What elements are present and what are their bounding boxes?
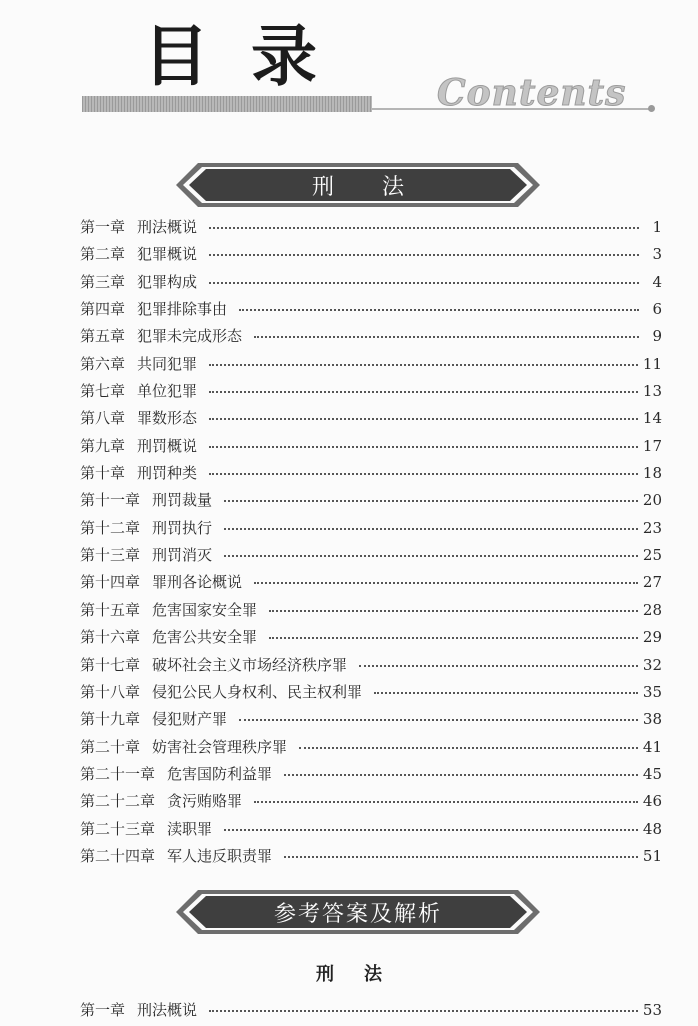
dot-leader <box>209 281 639 284</box>
answers-subheading: 刑法 <box>316 964 412 985</box>
chapter-number: 第一章 <box>80 218 126 236</box>
toc-list-criminal-law <box>80 216 662 872</box>
chapter-title: 妨害社会管理秩序罪 <box>152 737 288 756</box>
dot-leader <box>284 773 638 776</box>
dot-leader <box>209 1009 638 1012</box>
contents-subtitle: Contents <box>437 72 627 114</box>
chapter-title: 危害国家安全罪 <box>152 600 258 619</box>
toc-entry[interactable] <box>80 462 662 489</box>
page-number: 48 <box>642 819 662 838</box>
chapter-title: 刑罚概说 <box>137 436 198 455</box>
chapter-title: 刑罚种类 <box>137 464 198 483</box>
page-number: 29 <box>642 628 662 647</box>
toc-entry[interactable] <box>80 544 662 571</box>
toc-entry[interactable] <box>80 708 662 735</box>
toc-entry[interactable] <box>80 243 662 270</box>
page-number: 18 <box>642 464 662 483</box>
chapter-number: 第十二章 <box>80 518 141 537</box>
toc-entry[interactable] <box>80 736 662 763</box>
dot-leader <box>359 664 638 667</box>
chapter-title: 破坏社会主义市场经济秩序罪 <box>152 655 348 674</box>
page-number: 20 <box>642 491 662 510</box>
chapter-title: 单位犯罪 <box>137 382 198 401</box>
toc-entry[interactable] <box>80 999 662 1026</box>
dot-leader <box>209 417 638 420</box>
chapter-title: 渎职罪 <box>167 819 213 838</box>
chapter-title: 刑法概说 <box>137 1001 198 1019</box>
page-number: 28 <box>642 600 662 619</box>
toc-entry[interactable] <box>80 298 662 325</box>
banner-label: 刑法 <box>311 174 452 200</box>
dot-leader <box>239 718 638 721</box>
chapter-number: 第二十四章 <box>80 846 156 865</box>
toc-entry[interactable] <box>80 407 662 434</box>
chapter-title: 犯罪构成 <box>137 272 198 291</box>
chapter-title: 刑罚裁量 <box>152 491 213 510</box>
chapter-number: 第九章 <box>80 436 126 455</box>
dot-leader <box>254 800 638 803</box>
chapter-number: 第十七章 <box>80 655 141 674</box>
page-number: 11 <box>642 354 662 373</box>
chapter-title: 贪污贿赂罪 <box>167 792 243 811</box>
chapter-number: 第二章 <box>80 245 126 264</box>
chapter-title: 侵犯财产罪 <box>152 710 228 729</box>
dot-leader <box>269 609 638 612</box>
toc-entry[interactable] <box>80 599 662 626</box>
page-number: 32 <box>642 655 662 674</box>
chapter-number: 第一章 <box>80 1001 126 1019</box>
chapter-title: 军人违反职责罪 <box>167 846 273 865</box>
page-number: 13 <box>642 382 662 401</box>
section-banner-criminal-law <box>176 163 540 207</box>
title-dot <box>648 105 655 112</box>
chapter-title: 刑法概说 <box>137 218 198 236</box>
page-number: 6 <box>652 300 662 319</box>
page-number: 51 <box>642 846 662 865</box>
chapter-number: 第十八章 <box>80 682 141 701</box>
page-number: 27 <box>642 573 662 592</box>
page-number: 23 <box>642 518 662 537</box>
page-number: 17 <box>642 436 662 455</box>
dot-leader <box>209 253 639 256</box>
page-number: 41 <box>642 737 662 756</box>
page-number: 1 <box>652 218 662 236</box>
toc-entry[interactable] <box>80 571 662 598</box>
dot-leader <box>209 363 638 366</box>
section-banner-answers <box>176 890 540 934</box>
page-number: 35 <box>642 682 662 701</box>
dot-leader <box>209 445 638 448</box>
chapter-number: 第二十三章 <box>80 819 156 838</box>
toc-entry[interactable] <box>80 271 662 298</box>
toc-entry[interactable] <box>80 654 662 681</box>
page-number: 53 <box>642 1001 662 1019</box>
chapter-number: 第四章 <box>80 300 126 319</box>
chapter-number: 第六章 <box>80 354 126 373</box>
chapter-title: 犯罪排除事由 <box>137 300 228 319</box>
dot-leader <box>374 691 638 694</box>
page-number: 3 <box>652 245 662 264</box>
toc-list-answers <box>80 999 662 1026</box>
page-number: 25 <box>642 546 662 565</box>
dot-leader <box>299 746 638 749</box>
chapter-number: 第三章 <box>80 272 126 291</box>
chapter-number: 第二十章 <box>80 737 141 756</box>
dot-leader <box>209 472 638 475</box>
toc-entry[interactable] <box>80 435 662 462</box>
chapter-title: 刑罚消灭 <box>152 546 213 565</box>
chapter-title: 罪刑各论概说 <box>152 573 243 592</box>
page-number: 4 <box>652 272 662 291</box>
dot-leader <box>284 855 638 858</box>
chapter-number: 第十章 <box>80 464 126 483</box>
chapter-title: 犯罪概说 <box>137 245 198 264</box>
page-title: 目录 <box>143 18 359 95</box>
chapter-title: 危害国防利益罪 <box>167 764 273 783</box>
chapter-number: 第十一章 <box>80 491 141 510</box>
chapter-title: 侵犯公民人身权利、民主权利罪 <box>152 682 363 701</box>
toc-entry[interactable] <box>80 681 662 708</box>
toc-entry[interactable] <box>80 489 662 516</box>
page-number: 38 <box>642 710 662 729</box>
toc-entry[interactable] <box>80 216 662 243</box>
chapter-title: 罪数形态 <box>137 409 198 428</box>
chapter-number: 第十九章 <box>80 710 141 729</box>
page-number: 45 <box>642 764 662 783</box>
chapter-number: 第八章 <box>80 409 126 428</box>
dot-leader <box>254 581 638 584</box>
page-number: 46 <box>642 792 662 811</box>
chapter-number: 第十五章 <box>80 600 141 619</box>
dot-leader <box>209 226 639 229</box>
page-number: 14 <box>642 409 662 428</box>
chapter-title: 犯罪未完成形态 <box>137 327 243 346</box>
chapter-number: 第十六章 <box>80 628 141 647</box>
dot-leader <box>239 308 639 311</box>
chapter-number: 第十三章 <box>80 546 141 565</box>
dot-leader <box>224 499 638 502</box>
chapter-number: 第二十二章 <box>80 792 156 811</box>
toc-entry[interactable] <box>80 818 662 845</box>
toc-entry[interactable] <box>80 517 662 544</box>
toc-entry[interactable] <box>80 845 662 872</box>
chapter-number: 第五章 <box>80 327 126 346</box>
toc-entry[interactable] <box>80 353 662 380</box>
dot-leader <box>254 335 639 338</box>
dot-leader <box>224 527 638 530</box>
chapter-title: 刑罚执行 <box>152 518 213 537</box>
chapter-title: 危害公共安全罪 <box>152 628 258 647</box>
toc-entry[interactable] <box>80 325 662 352</box>
toc-entry[interactable] <box>80 763 662 790</box>
banner-label: 参考答案及解析 <box>273 901 442 927</box>
toc-entry[interactable] <box>80 790 662 817</box>
dot-leader <box>224 554 638 557</box>
toc-entry[interactable] <box>80 626 662 653</box>
toc-entry[interactable] <box>80 380 662 407</box>
chapter-number: 第二十一章 <box>80 764 156 783</box>
chapter-number: 第十四章 <box>80 573 141 592</box>
dot-leader <box>224 828 638 831</box>
dot-leader <box>209 390 638 393</box>
dot-leader <box>269 636 638 639</box>
chapter-title: 共同犯罪 <box>137 354 198 373</box>
title-bar <box>82 96 372 112</box>
page-number: 9 <box>652 327 662 346</box>
chapter-number: 第七章 <box>80 382 126 401</box>
